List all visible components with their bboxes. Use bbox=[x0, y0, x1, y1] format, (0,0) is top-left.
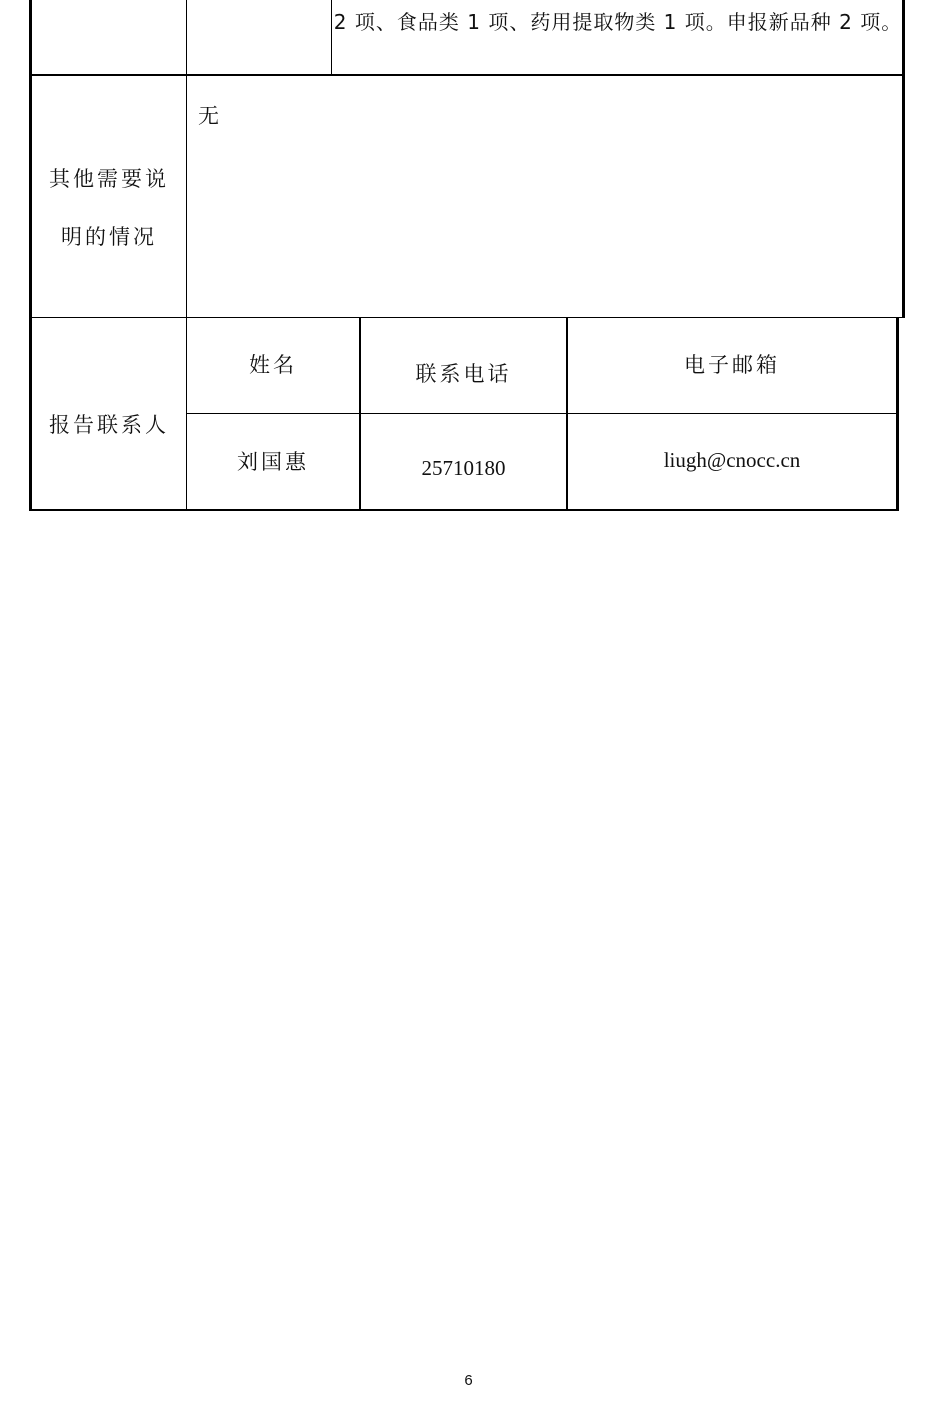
other-notes-label-line1: 其他需要说 bbox=[49, 167, 169, 191]
continuation-text: 2 项、食品类 1 项、药用提取物类 1 项。申报新品种 2 项。 bbox=[333, 10, 903, 34]
header-name: 姓名 bbox=[249, 352, 297, 377]
header-phone: 联系电话 bbox=[415, 361, 512, 386]
table-hline-1 bbox=[29, 74, 905, 76]
table-border-right-lower bbox=[896, 318, 899, 511]
other-notes-label bbox=[32, 150, 186, 266]
page-number: 6 bbox=[464, 1372, 473, 1389]
contact-label: 报告联系人 bbox=[49, 413, 169, 437]
contact-phone-value: 25710180 bbox=[421, 456, 506, 480]
other-notes-value: 无 bbox=[198, 104, 222, 128]
contact-name-value: 刘国惠 bbox=[237, 449, 309, 474]
contact-email-value[interactable]: liugh@cnocc.cn bbox=[663, 448, 801, 472]
header-email: 电子邮箱 bbox=[684, 352, 780, 377]
other-notes-label-line2: 明的情况 bbox=[61, 225, 157, 249]
